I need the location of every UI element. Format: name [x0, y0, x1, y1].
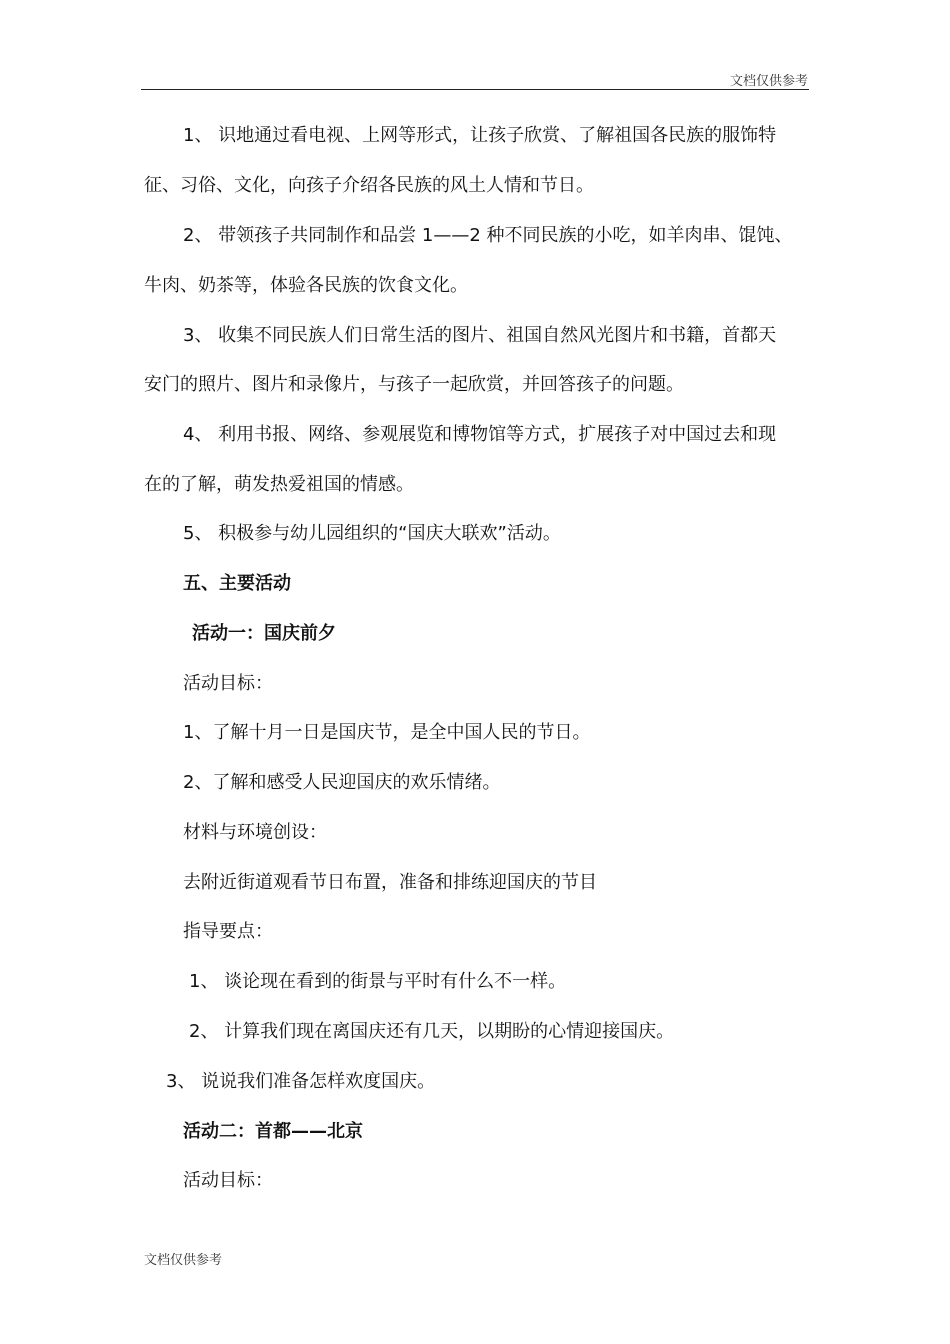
- activity-1-goals-label: 活动目标：: [183, 673, 273, 694]
- header-divider: [141, 89, 809, 90]
- paragraph-4-line-2: 在的了解，萌发热爱祖国的情感。: [144, 474, 414, 495]
- activity-2-title: 活动二：首都——北京: [183, 1121, 363, 1142]
- paragraph-2-line-1: 2、 带领孩子共同制作和品尝 1——2 种不同民族的小吃，如羊肉串、馄饨、: [183, 225, 793, 246]
- paragraph-5: 5、 积极参与幼儿园组织的“国庆大联欢”活动。: [183, 523, 561, 544]
- activity-1-goal-1: 1、了解十月一日是国庆节，是全中国人民的节日。: [183, 722, 591, 743]
- paragraph-3-line-2: 安门的照片、图片和录像片，与孩子一起欣赏，并回答孩子的问题。: [144, 374, 684, 395]
- paragraph-1-line-2: 征、习俗、文化，向孩子介绍各民族的风土人情和节日。: [144, 175, 594, 196]
- guidance-point-3: 3、 说说我们准备怎样欢度国庆。: [166, 1071, 436, 1092]
- paragraph-3-line-1: 3、 收集不同民族人们日常生活的图片、祖国自然风光图片和书籍，首都天: [183, 325, 777, 346]
- paragraph-4-line-1: 4、 利用书报、网络、参观展览和博物馆等方式，扩展孩子对中国过去和现: [183, 424, 777, 445]
- footer-text: 文档仅供参考: [144, 1253, 223, 1268]
- header-text: 文档仅供参考: [729, 74, 808, 89]
- guidance-point-1: 1、 谈论现在看到的街景与平时有什么不一样。: [189, 971, 567, 992]
- materials-text: 去附近街道观看节日布置，准备和排练迎国庆的节目: [183, 872, 597, 893]
- paragraph-1-line-1: 1、 识地通过看电视、上网等形式，让孩子欣赏、了解祖国各民族的服饰特: [183, 125, 777, 146]
- guidance-label: 指导要点：: [183, 921, 273, 942]
- section-heading: 五、主要活动: [183, 573, 291, 594]
- paragraph-2-line-2: 牛肉、奶茶等，体验各民族的饮食文化。: [144, 275, 468, 296]
- materials-label: 材料与环境创设：: [183, 822, 327, 843]
- activity-1-title: 活动一：国庆前夕: [192, 623, 336, 644]
- guidance-point-2: 2、 计算我们现在离国庆还有几天，以期盼的心情迎接国庆。: [189, 1021, 675, 1042]
- activity-1-goal-2: 2、了解和感受人民迎国庆的欢乐情绪。: [183, 772, 501, 793]
- activity-2-goals-label: 活动目标：: [183, 1170, 273, 1191]
